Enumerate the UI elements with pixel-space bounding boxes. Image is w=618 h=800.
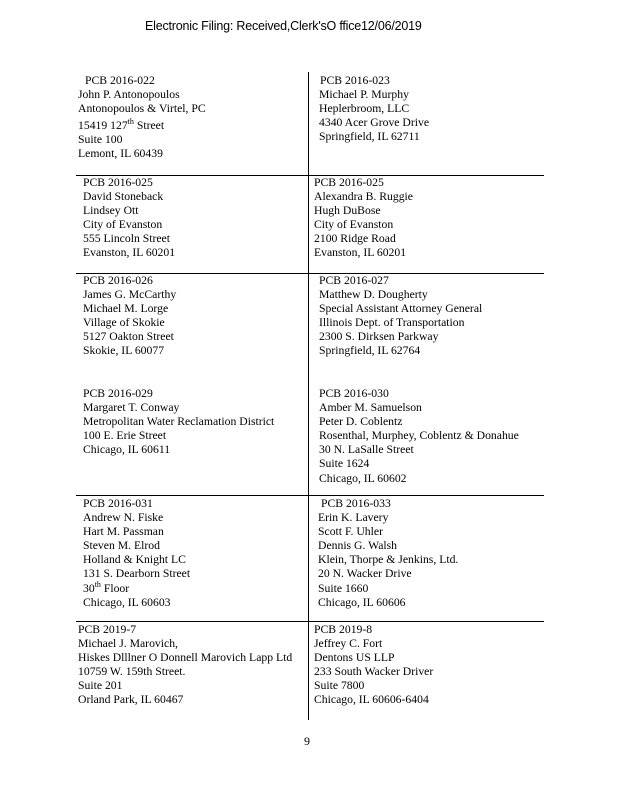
entry-line: Peter D. Coblentz	[319, 415, 403, 429]
entry-line: Lindsey Ott	[83, 204, 139, 218]
floor-line: 30th Floor	[83, 579, 130, 595]
entry-line: Suite 201	[78, 679, 123, 693]
entry-line: Hart M. Passman	[83, 525, 164, 539]
service-entry	[83, 387, 274, 457]
entry-line: Michael P. Murphy	[319, 88, 409, 102]
entry-line: Dennis G. Walsh	[318, 539, 398, 553]
entry-line: Michael M. Lorge	[83, 302, 169, 316]
entry-line: Chicago, IL 60606	[318, 595, 406, 609]
entry-line: Steven M. Elrod	[83, 539, 160, 553]
case-number: PCB 2019-7	[78, 623, 137, 636]
service-entry	[83, 176, 175, 261]
entry-line: 2100 Ridge Road	[314, 232, 396, 246]
entry-line: Chicago, IL 60606-6404	[314, 693, 429, 707]
entry-line: Metropolitan Water Reclamation District	[83, 415, 275, 429]
entry-line: Evanston, IL 60201	[83, 246, 176, 260]
entry-line: 5127 Oakton Street	[83, 330, 174, 344]
entry-line: Lemont, IL 60439	[78, 147, 163, 161]
service-entry	[318, 497, 458, 610]
case-number: PCB 2016-026	[83, 274, 153, 287]
entry-line: Skokie, IL 60077	[83, 344, 165, 358]
entry-line: Special Assistant Attorney General	[319, 302, 483, 316]
entry-line: Margaret T. Conway	[83, 401, 180, 415]
entry-line: John P. Antonopoulos	[78, 88, 180, 102]
entry-line: Suite 7800	[314, 679, 365, 693]
entry-line: Holland & Knight LC	[83, 553, 186, 567]
entry-line: 2300 S. Dirksen Parkway	[319, 330, 439, 344]
service-entry	[319, 74, 429, 144]
entry-line: Amber M. Samuelson	[319, 401, 422, 415]
entry-line: 555 Lincoln Street	[83, 232, 170, 246]
entry-line: Jeffrey C. Fort	[314, 637, 383, 651]
service-entry	[319, 387, 519, 486]
entry-line: Evanston, IL 60201	[314, 246, 407, 260]
case-number: PCB 2016-029	[83, 387, 153, 400]
entry-line: Hiskes Dlllner O Donnell Marovich Lapp Ltd	[78, 651, 293, 665]
entry-line: Springfield, IL 62764	[319, 344, 421, 358]
entry-line: Erin K. Lavery	[318, 511, 389, 525]
row-divider	[76, 495, 544, 496]
service-entry	[314, 623, 433, 708]
entry-line: Dentons US LLP	[314, 651, 395, 665]
entry-line: 4340 Acer Grove Drive	[319, 116, 430, 130]
entry-line: Chicago, IL 60611	[83, 443, 171, 457]
case-number: PCB 2016-023	[320, 74, 390, 87]
street-address: 15419 127th Street	[78, 117, 165, 133]
case-number: PCB 2016-030	[319, 387, 389, 400]
entry-line: Andrew N. Fiske	[83, 511, 164, 525]
entry-line: Suite 1624	[319, 457, 370, 471]
entry-line: Suite 1660	[318, 581, 369, 595]
entry-line: City of Evanston	[314, 218, 394, 232]
entry-line: Springfield, IL 62711	[319, 130, 420, 144]
entry-line: Hugh DuBose	[314, 204, 381, 218]
entry-line: Michael J. Marovich,	[78, 637, 178, 651]
case-number: PCB 2016-022	[85, 74, 155, 87]
page-number: 9	[304, 734, 310, 748]
entry-line: Klein, Thorpe & Jenkins, Ltd.	[318, 553, 459, 567]
entry-line: 131 S. Dearborn Street	[83, 567, 191, 581]
service-entry	[83, 497, 190, 610]
entry-line: Heplerbroom, LLC	[319, 102, 410, 116]
entry-line: Alexandra B. Ruggie	[314, 190, 413, 204]
column-divider	[308, 72, 309, 720]
entry-line: 233 South Wacker Driver	[314, 665, 434, 679]
entry-line: 100 E. Erie Street	[83, 429, 167, 443]
case-number: PCB 2016-025	[314, 176, 384, 189]
entry-line: Chicago, IL 60602	[319, 471, 407, 485]
service-entry	[83, 274, 176, 359]
entry-line: James G. McCarthy	[83, 288, 177, 302]
service-entry	[314, 176, 413, 261]
case-number: PCB 2016-031	[83, 497, 153, 510]
service-entry	[78, 74, 206, 161]
entry-line: Scott F. Uhler	[318, 525, 383, 539]
entry-line: Orland Park, IL 60467	[78, 693, 184, 707]
entry-line: 10759 W. 159th Street.	[78, 665, 186, 679]
case-number: PCB 2016-027	[319, 274, 389, 287]
entry-line: City of Evanston	[83, 218, 163, 232]
entry-line: Suite 100	[78, 133, 123, 147]
entry-line: David Stoneback	[83, 190, 164, 204]
electronic-filing-header: Electronic Filing: Received,Clerk'sO ffice12/06/2019	[145, 19, 422, 33]
entry-line: 30 N. LaSalle Street	[319, 443, 414, 457]
entry-line: Matthew D. Dougherty	[319, 288, 428, 302]
entry-line: Village of Skokie	[83, 316, 165, 330]
case-number: PCB 2016-025	[83, 176, 153, 189]
entry-line: Antonopoulos & Virtel, PC	[78, 102, 206, 116]
entry-line: 20 N. Wacker Drive	[318, 567, 412, 581]
entry-line: Chicago, IL 60603	[83, 595, 171, 609]
row-divider	[76, 621, 544, 622]
case-number: PCB 2016-033	[321, 497, 391, 510]
service-entry	[319, 274, 482, 359]
service-entry	[78, 623, 292, 708]
entry-line: Rosenthal, Murphey, Coblentz & Donahue	[319, 429, 519, 443]
entry-line: Illinois Dept. of Transportation	[319, 316, 465, 330]
case-number: PCB 2019-8	[314, 623, 373, 636]
